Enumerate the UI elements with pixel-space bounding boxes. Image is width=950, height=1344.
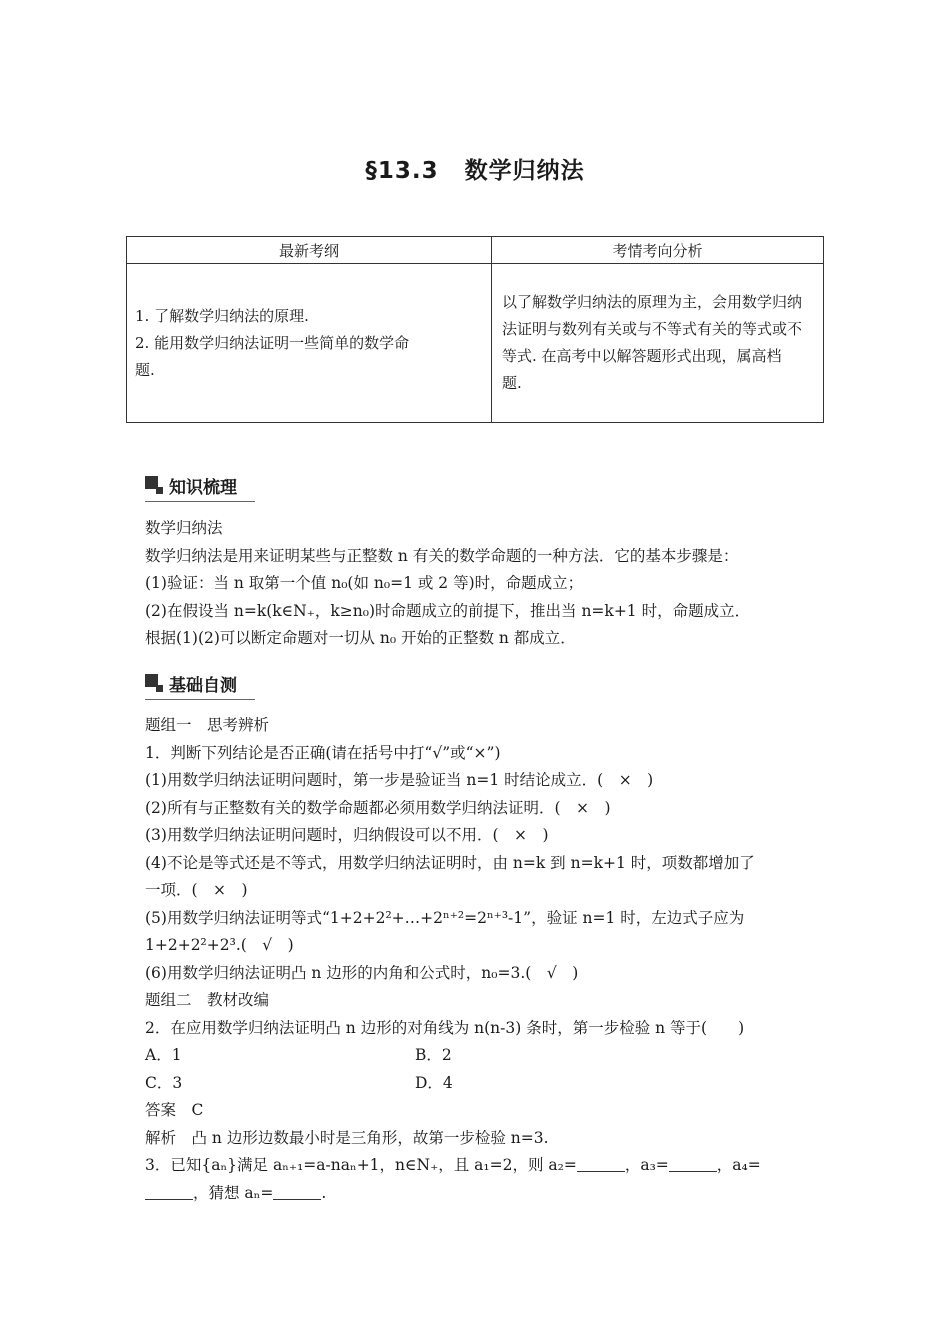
question-3-cont [145, 1180, 815, 1208]
analysis-line: 等式. 在高考中以解答题形式出现，属高档 [502, 347, 782, 365]
text-line: 根据(1)(2)可以断定命题对一切从 n₀ 开始的正整数 n 都成立． [145, 629, 576, 647]
text-line: (6)用数学归纳法证明凸 n 边形的内角和公式时，n₀=3.( √ ) [145, 963, 579, 982]
basic-test-body [145, 712, 815, 1207]
options-row [145, 1042, 815, 1070]
header-analysis: 考情考向分析 [492, 237, 824, 264]
text-line: (5)用数学归纳法证明等式“1+2+2²+…+2ⁿ⁺²=2ⁿ⁺³-1”，验证 n=1 时，左边式子应为 [145, 908, 745, 927]
question-3 [145, 1152, 815, 1180]
outline-table [126, 236, 824, 423]
text-line: (1)验证：当 n 取第一个值 n₀(如 n₀=1 或 2 等)时，命题成立； [145, 574, 584, 592]
section-marker-icon [145, 476, 163, 494]
q3-text: ，a₄= [716, 1156, 761, 1174]
text-line: 2．在应用数学归纳法证明凸 n 边形的对角线为 n(n-3) 条时，第一步检验 n 等于( ) [145, 1018, 745, 1037]
answer-blank[interactable] [145, 1183, 193, 1200]
analysis-line: 法证明与数列有关或与不等式有关的等式或不 [502, 320, 803, 338]
option-a: A．1 [145, 1046, 182, 1064]
text-line: (2)在假设当 n=k(k∈N₊，k≥n₀)时命题成立的前提下，推出当 n=k+1 时，命题成立． [145, 601, 751, 620]
text-line: 1．判断下列结论是否正确(请在括号中打“√”或“×”) [145, 743, 501, 762]
outline-line: 2. 能用数学归纳法证明一些简单的数学命 [135, 333, 410, 352]
q3-text: . [321, 1183, 327, 1202]
text-line: (1)用数学归纳法证明问题时，第一步是验证当 n=1 时结论成立．( × ) [145, 771, 654, 789]
text-line: 题组二 教材改编 [145, 991, 270, 1009]
analysis-line: 以了解数学归纳法的原理为主，会用数学归纳 [502, 293, 803, 311]
option-d: D．4 [415, 1073, 453, 1092]
text-line: (2)所有与正整数有关的数学命题都必须用数学归纳法证明．( × ) [145, 798, 611, 817]
options-row [145, 1070, 815, 1098]
analysis-line: 题. [502, 374, 522, 392]
outline-cell [127, 264, 492, 423]
answer-blank[interactable] [669, 1155, 717, 1172]
basic-test-heading [145, 670, 237, 696]
section-number: §13.3 [365, 158, 439, 184]
text-line: 1+2+2²+2³.( √ ) [145, 936, 294, 954]
section-title: 数学归纳法 [464, 158, 585, 184]
analysis-line: 解析 凸 n 边形边数最小时是三角形，故第一步检验 n=3. [145, 1128, 549, 1147]
page-title [0, 152, 950, 185]
section-marker-icon [145, 674, 163, 692]
answer-blank[interactable] [577, 1155, 625, 1172]
text-line: 数学归纳法 [145, 519, 223, 537]
q3-text: ，猜想 aₙ= [193, 1183, 274, 1202]
analysis-cell [492, 264, 824, 423]
option-b: B．2 [415, 1046, 452, 1064]
text-line: 数学归纳法是用来证明某些与正整数 n 有关的数学命题的一种方法．它的基本步骤是： [145, 546, 739, 565]
knowledge-heading-text: 知识梳理 [169, 477, 237, 498]
outline-line: 1. 了解数学归纳法的原理. [135, 306, 309, 325]
knowledge-body [145, 515, 815, 653]
basic-test-heading-text: 基础自测 [169, 675, 237, 696]
text-line: (4)不论是等式还是不等式，用数学归纳法证明时，由 n=k 到 n=k+1 时，项数都增加了 [145, 853, 755, 872]
q3-text: ，a₃= [624, 1156, 669, 1174]
header-outline: 最新考纲 [127, 237, 492, 264]
q3-text: 3．已知{aₙ}满足 aₙ₊₁=a-naₙ+1，n∈N₊，且 a₁=2，则 a₂= [145, 1156, 577, 1174]
answer-blank[interactable] [273, 1183, 321, 1200]
text-line: (3)用数学归纳法证明问题时，归纳假设可以不用．( × ) [145, 826, 549, 844]
option-c: C．3 [145, 1073, 183, 1092]
outline-line: 题. [135, 360, 155, 379]
text-line: 一项．( × ) [145, 881, 248, 899]
answer-line: 答案 C [145, 1101, 204, 1119]
text-line: 题组一 思考辨析 [145, 716, 270, 734]
knowledge-heading [145, 472, 237, 498]
